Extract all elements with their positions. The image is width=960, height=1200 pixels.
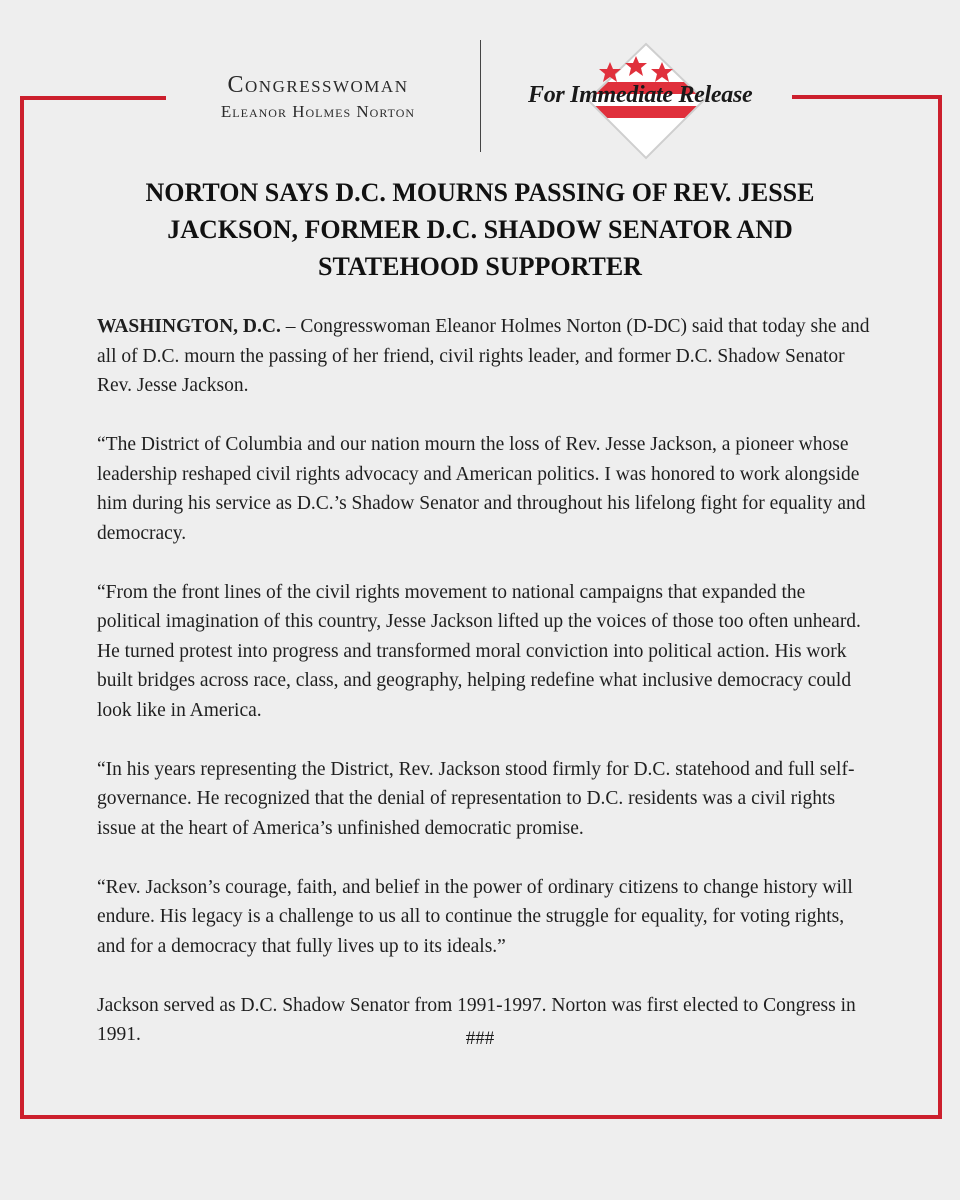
quote-paragraph-1: “The District of Columbia and our nation mourn the loss of Rev. Jesse Jackson, a pioneer whose leadership reshaped civil rights advocacy and American politics. I was honored to work alongside him during his service as D.C.’s Shadow Senator and throughout his lifelong fight for equality and democracy. <box>97 434 866 544</box>
frame-bottom <box>20 1115 942 1119</box>
frame-right <box>938 95 942 1119</box>
frame-left <box>20 96 24 1119</box>
office-holder: Eleanor Holmes Norton <box>220 102 416 121</box>
dateline: WASHINGTON, D.C. <box>97 316 281 337</box>
office-title: Congresswoman <box>227 72 409 98</box>
frame-top-left <box>20 96 166 100</box>
quote-paragraph-2: “From the front lines of the civil rights movement to national campaigns that expanded the political imagination of this country, Jesse Jackson lifted up the voices of those too often unheard. He turned protest into progress and transformed moral conviction into political action. His work built bridges across race, class, and geography, helping redefine what inclusive democracy could look like in America. <box>97 581 861 721</box>
release-label: For Immediate Release <box>528 82 753 108</box>
press-release-title: NORTON SAYS D.C. MOURNS PASSING OF REV. JESSE JACKSON, FORMER D.C. SHADOW SENATOR AND STATEHOOD SUPPORTER <box>145 178 815 281</box>
header-divider <box>480 40 481 152</box>
quote-paragraph-4: “Rev. Jackson’s courage, faith, and belief in the power of ordinary citizens to change history will endure. His legacy is a challenge to us all to continue the struggle for equality, for voting rights, and for a democracy that fully lives up to its ideals.” <box>97 876 853 957</box>
frame-top-right <box>792 95 942 99</box>
quote-paragraph-3: “In his years representing the District, Rev. Jackson stood firmly for D.C. statehood and full self-governance. He recognized that the denial of representation to D.C. residents was a civil rights issue at the heart of America’s unfinished democratic promise. <box>97 758 855 839</box>
office-name <box>168 70 468 124</box>
end-mark: ### <box>465 1028 495 1049</box>
intro-paragraph <box>97 312 872 401</box>
press-release-body <box>97 312 872 1079</box>
closing-paragraph: Jackson served as D.C. Shadow Senator from 1991-1997. Norton was first elected to Congress in 1991. <box>97 994 856 1045</box>
intro-text: – Congresswoman Eleanor Holmes Norton (D-DC) said that today she and all of D.C. mourn the passing of her friend, civil rights leader, and former D.C. Shadow Senator Rev. Jesse Jackson. <box>97 316 870 396</box>
